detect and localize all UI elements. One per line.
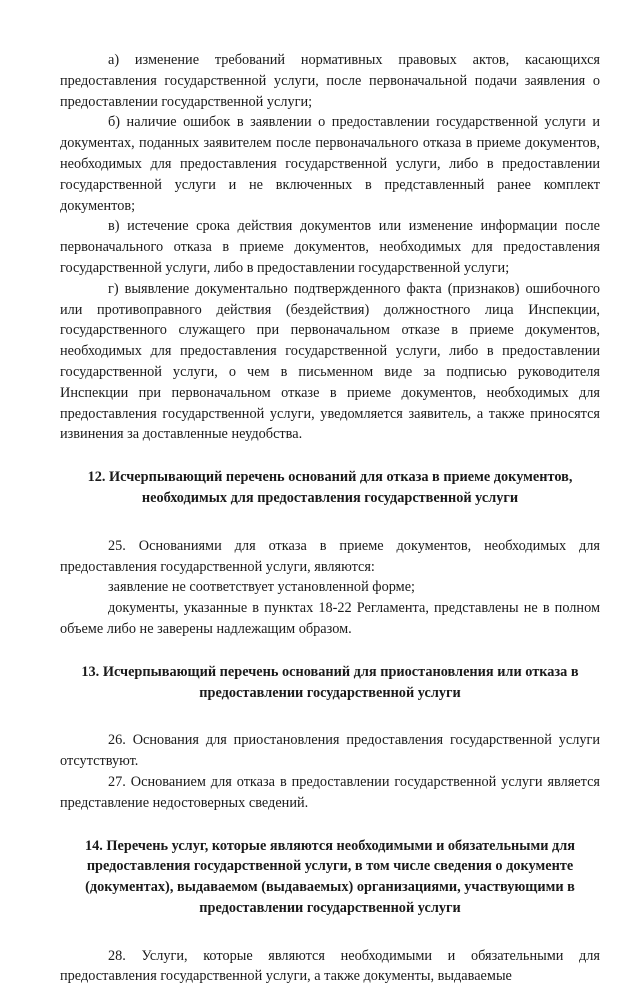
paragraph-27: 27. Основанием для отказа в предоставлении государственной услуги является представление недостоверных сведений. bbox=[60, 773, 600, 811]
paragraph-26: 26. Основания для приостановления предоставления государственной услуги отсутствуют. bbox=[60, 732, 600, 770]
document-page bbox=[60, 50, 600, 987]
section-heading-13: 13. Исчерпывающий перечень оснований для приостановления или отказа в предоставлении государственной услуги bbox=[81, 663, 579, 701]
paragraph-25-item-2: документы, указанные в пунктах 18-22 Регламента, представлены не в полном объеме либо не заверены надлежащим образом. bbox=[60, 600, 600, 637]
spacer bbox=[60, 640, 600, 662]
spacer bbox=[60, 509, 600, 536]
paragraph-item-g: г) выявление документально подтвержденного факта (признаков) ошибочного или противоправного действия (бездействия) должностного лица Инспекции, государственного служащего при первоначальном отказе в приеме документов, необходимых для предоставления государственной услуги, либо в предоставлении государственной услуги, о чем в письменном виде за подписью руководителя Инспекции при первоначальном отказе в приеме документов, необходимых для предоставления государственной услуги, уведомляется заявитель, а также приносятся извинения за доставленные неудобства. bbox=[60, 280, 600, 443]
paragraph-25-item-1: заявление не соответствует установленной форме; bbox=[108, 579, 416, 596]
paragraph-item-v: в) истечение срока действия документов или изменение информации после первоначального отказа в приеме документов, необходимых для предоставления государственной услуги, либо в предоставлении государственной услуги; bbox=[60, 218, 600, 276]
paragraph-item-a: а) изменение требований нормативных правовых актов, касающихся предоставления государственной услуги, после первоначальной подачи заявления о предоставлении государственной услуги; bbox=[60, 52, 600, 110]
section-heading-14: 14. Перечень услуг, которые являются необходимыми и обязательными для предоставления государственной услуги, в том числе сведения о документе (документах), выдаваемом (выдаваемых) организациями, участвующими в предоставлении государственной услуги bbox=[84, 837, 576, 916]
spacer bbox=[60, 703, 600, 730]
spacer bbox=[60, 814, 600, 836]
paragraph-item-b: б) наличие ошибок в заявлении о предоставлении государственной услуги и документах, поданных заявителем после первоначального отказа в приеме документов, необходимых для предоставления государственной услуги, либо в предоставлении государственной услуги и не включенных в представленный ранее комплект документов; bbox=[60, 114, 600, 214]
paragraph-28: 28. Услуги, которые являются необходимыми и обязательными для предоставления государственной услуги, а также документы, выдаваемые bbox=[60, 947, 600, 985]
paragraph-25: 25. Основаниями для отказа в приеме документов, необходимых для предоставления государственной услуги, являются: bbox=[60, 537, 600, 575]
spacer bbox=[60, 445, 600, 467]
section-heading-12: 12. Исчерпывающий перечень оснований для отказа в приеме документов, необходимых для предоставления государственной услуги bbox=[87, 469, 573, 506]
spacer bbox=[60, 919, 600, 946]
